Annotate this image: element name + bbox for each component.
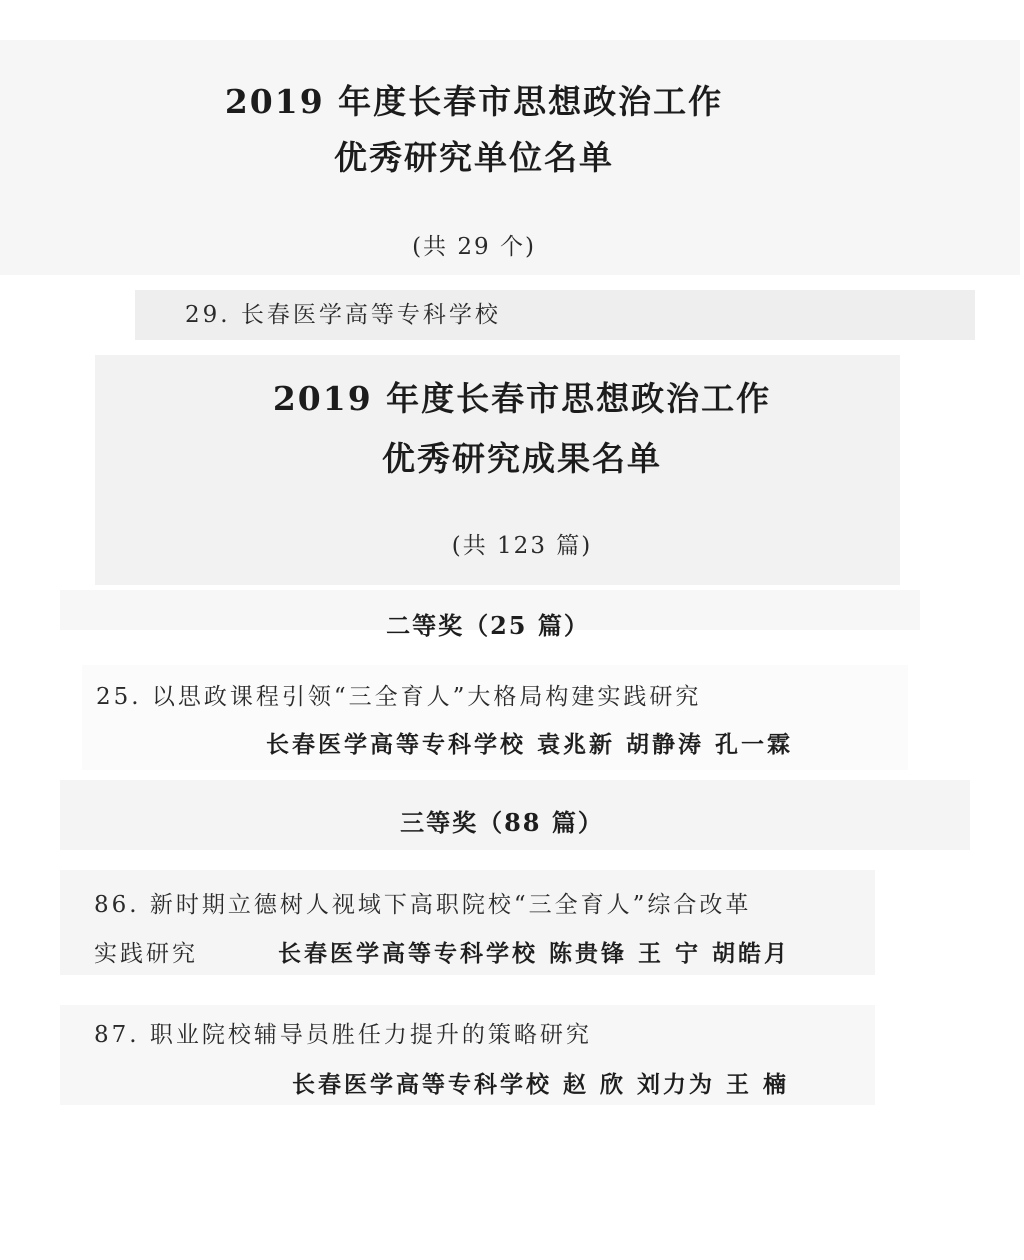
results-list-title-line2: 优秀研究成果名单 bbox=[382, 439, 662, 478]
unit-item: 29. 长春医学高等专科学校 bbox=[185, 302, 501, 328]
results-list-title-line1: 2019 年度长春市思想政治工作 bbox=[272, 379, 772, 418]
second-prize-heading: 二等奖（25 篇） bbox=[386, 611, 590, 640]
result-item-byline: 长春医学高等专科学校 袁兆新 胡静涛 孔一霖 bbox=[266, 731, 794, 758]
result-item-title: 25. 以思政课程引领“三全育人”大格局构建实践研究 bbox=[96, 684, 702, 710]
units-count: (共 29 个) bbox=[412, 234, 536, 260]
result-item-title: 86. 新时期立德树人视域下高职院校“三全育人”综合改革 bbox=[94, 892, 752, 918]
result-item-title: 87. 职业院校辅导员胜任力提升的策略研究 bbox=[94, 1022, 592, 1048]
units-list-title-line1: 2019 年度长春市思想政治工作 bbox=[224, 82, 724, 121]
result-item-byline: 长春医学高等专科学校 赵 欣 刘力为 王 楠 bbox=[292, 1071, 790, 1098]
third-prize-heading: 三等奖（88 篇） bbox=[400, 808, 604, 837]
result-item-title-continued: 实践研究 bbox=[94, 941, 198, 967]
results-count: (共 123 篇) bbox=[451, 533, 593, 559]
units-list-title-line2: 优秀研究单位名单 bbox=[334, 138, 614, 177]
result-item-byline: 长春医学高等专科学校 陈贵锋 王 宁 胡皓月 bbox=[278, 940, 791, 967]
